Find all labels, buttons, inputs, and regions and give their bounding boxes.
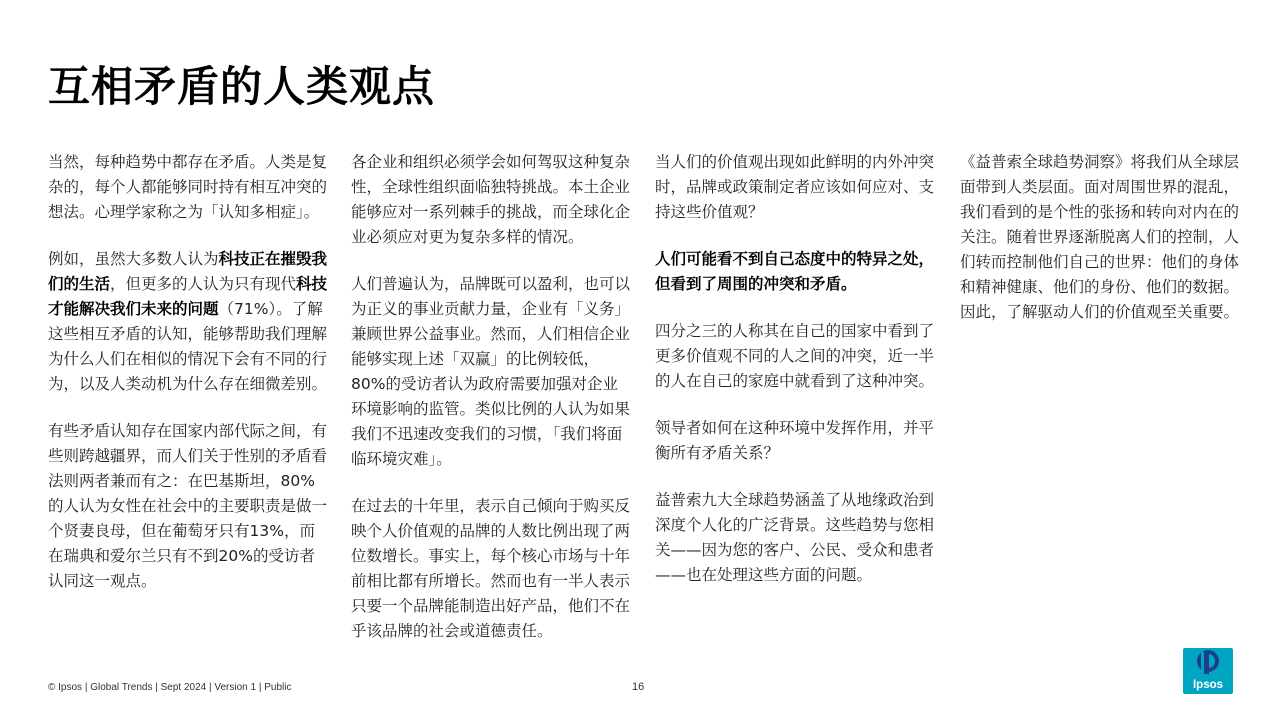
paragraph [48,247,328,397]
footer-text: © Ipsos | Global Trends | Sept 2024 | Version 1 | Public [48,682,292,693]
text-column-2 [351,150,631,666]
paragraph-text: 例如，虽然大多数人认为 [48,250,219,268]
text-column-4 [960,150,1240,347]
paragraph: 有些矛盾认知存在国家内部代际之间，有些则跨越疆界，而人们关于性别的矛盾看法则两者兼而有之：在巴基斯坦，80%的人认为女性在社会中的主要职责是做一个贤妻良母，但在葡萄牙只有13%，而在瑞典和爱尔兰只有不到20%的受访者认同这一观点。 [48,422,328,590]
ipsos-logo [1183,648,1233,694]
paragraph: 领导者如何在这种环境中发挥作用，并平衡所有矛盾关系？ [655,419,935,462]
page-number: 16 [632,681,645,693]
text-column-1 [48,150,328,616]
page-title: 互相矛盾的人类观点 [48,62,436,111]
paragraph: 益普索九大全球趋势涵盖了从地缘政治到深度个人化的广泛背景。这些趋势与您相关——因为您的客户、公民、受众和患者——也在处理这些方面的问题。 [655,491,935,584]
bold-text: 科技才能解决我们未来的问题 [48,275,328,318]
paragraph: 四分之三的人称其在自己的国家中看到了更多价值观不同的人之间的冲突，近一半的人在自己的家庭中就看到了这种冲突。 [655,322,935,390]
paragraph: 在过去的十年里，表示自己倾向于购买反映个人价值观的品牌的人数比例出现了两位数增长。事实上，每个核心市场与十年前相比都有所增长。然而也有一半人表示只要一个品牌能制造出好产品，他们不在乎该品牌的社会或道德责任。 [351,497,631,640]
logo-text: Ipsos [1192,679,1224,691]
text-column-3 [655,150,935,610]
paragraph: 当然，每种趋势中都存在矛盾。人类是复杂的，每个人都能够同时持有相互冲突的想法。心理学家称之为「认知多相症」。 [48,153,328,221]
paragraph: 《益普索全球趋势洞察》将我们从全球层面带到人类层面。面对周围世界的混乱，我们看到的是个性的张扬和转向对内在的关注。随着世界逐渐脱离人们的控制，人们转而控制他们自己的世界：他们的身体和精神健康、他们的身份、他们的数据。因此，了解驱动人们的价值观至关重要。 [960,153,1240,321]
paragraph-text: （71%）。了解这些相互矛盾的认知，能够帮助我们理解为什么人们在相似的情况下会有不同的行为，以及人类动机为什么存在细微差别。 [48,300,328,393]
paragraph: 人们普遍认为，品牌既可以盈利，也可以为正义的事业贡献力量，企业有「义务」兼顾世界公益事业。然而，人们相信企业能够实现上述「双赢」的比例较低，80%的受访者认为政府需要加强对企业环境影响的监管。类似比例的人认为如果我们不迅速改变我们的习惯，「我们将面临环境灾难」。 [351,275,631,468]
paragraph: 当人们的价值观出现如此鲜明的内外冲突时，品牌或政策制定者应该如何应对、支持这些价值观？ [655,153,935,221]
bold-text: 科技正在摧毁我们的生活 [48,250,328,293]
paragraph: 各企业和组织必须学会如何驾驭这种复杂性，全球性组织面临独特挑战。本土企业能够应对一系列棘手的挑战，而全球化企业必须应对更为复杂多样的情况。 [351,153,631,246]
paragraph-text: ，但更多的人认为只有现代 [110,275,297,293]
bold-paragraph: 人们可能看不到自己态度中的特异之处，但看到了周围的冲突和矛盾。 [655,250,935,293]
